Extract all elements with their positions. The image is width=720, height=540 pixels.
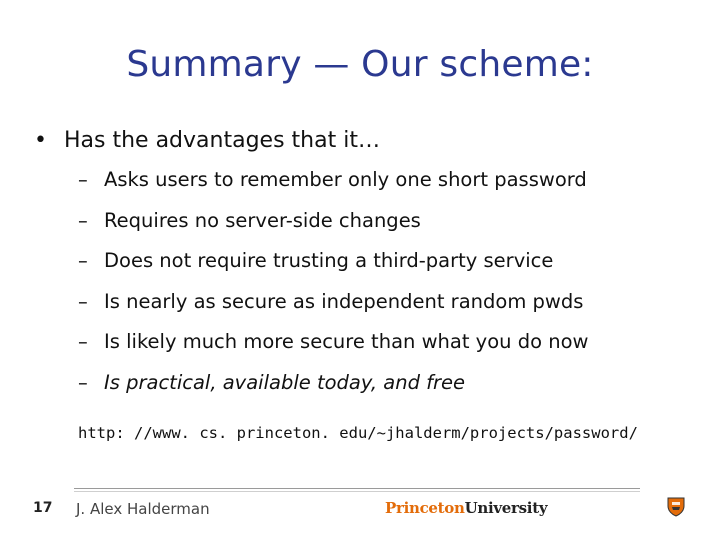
university-name-part2: University: [464, 499, 548, 517]
list-item: [78, 371, 588, 412]
list-item-text: Asks users to remember only one short password: [104, 168, 587, 191]
dash-marker: –: [78, 370, 88, 394]
princeton-shield-icon: [667, 497, 685, 517]
slide-title: Summary — Our scheme:: [126, 44, 594, 85]
project-url[interactable]: http: //www. cs. princeton. edu/~jhalderm/projects/password/: [78, 424, 638, 442]
dash-marker: –: [78, 208, 88, 232]
list-item: [78, 290, 588, 331]
dash-marker: –: [78, 249, 88, 272]
main-bullet-text: Has the advantages that it…: [64, 128, 380, 153]
slide-number: 17: [33, 500, 53, 516]
university-name-part1: Princeton: [385, 499, 465, 517]
main-bullet: [34, 128, 380, 153]
university-logo-text: [385, 499, 547, 517]
bullet-marker: •: [34, 128, 47, 153]
list-item-text: Does not require trusting a third-party service: [104, 249, 554, 272]
footer-divider-secondary: [74, 491, 640, 492]
list-item: [78, 209, 588, 250]
dash-marker: –: [78, 289, 88, 313]
list-item: [78, 249, 588, 290]
author-name: J. Alex Halderman: [76, 500, 210, 518]
footer-divider: [74, 488, 640, 489]
list-item-text: Is likely much more secure than what you do now: [104, 330, 589, 353]
dash-marker: –: [78, 168, 88, 191]
list-item: [78, 330, 588, 371]
list-item-text: Requires no server-side changes: [104, 208, 421, 232]
list-item-text: Is nearly as secure as independent random pwds: [104, 289, 584, 313]
dash-marker: –: [78, 330, 88, 353]
sub-bullet-list: [78, 168, 588, 411]
list-item: [78, 168, 588, 209]
list-item-text: Is practical, available today, and free: [104, 370, 466, 394]
